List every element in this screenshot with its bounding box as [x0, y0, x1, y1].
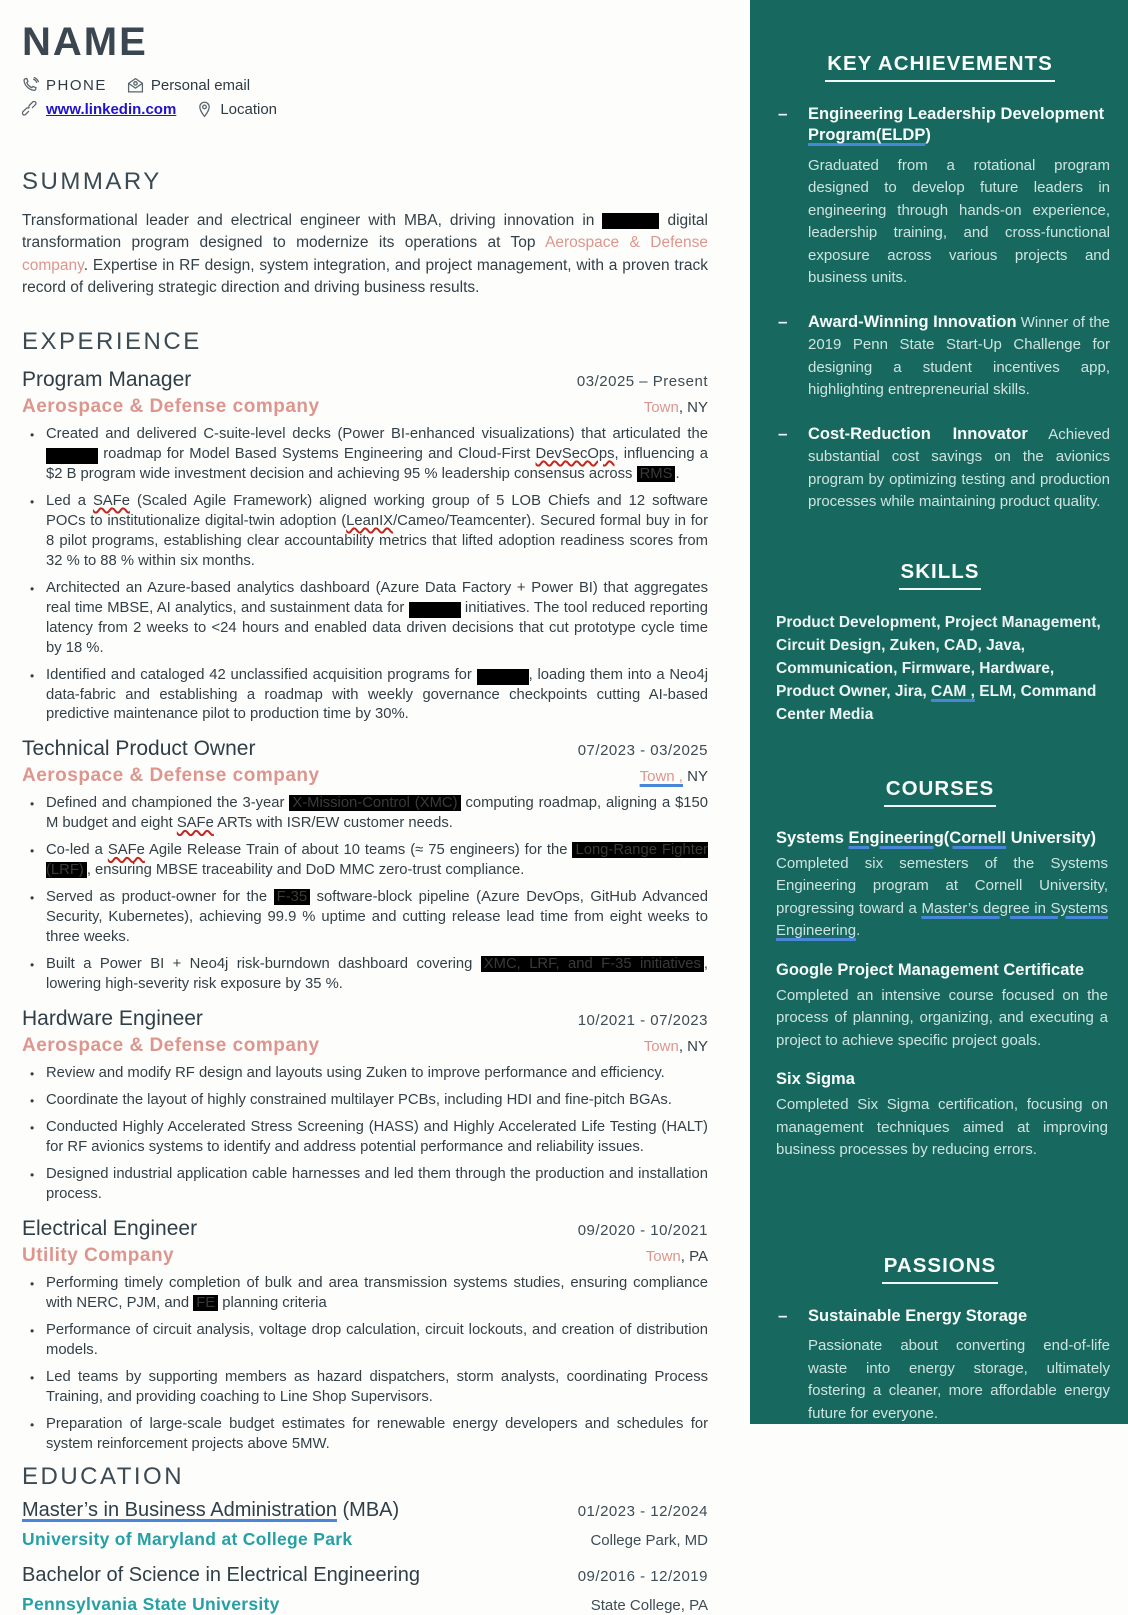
job-bullets: [22, 1064, 708, 1205]
link-icon: [22, 101, 39, 118]
location-contact: [196, 101, 277, 118]
bullet-item: • Performance of circuit analysis, voltage drop calculation, circuit lockouts, and creation of distribution models.: [22, 1321, 708, 1361]
edu-location: State College, PA: [590, 1596, 708, 1614]
bullet-item: • Designed industrial application cable harnesses and led them through the production and installation process.: [22, 1165, 708, 1205]
experience-heading: EXPERIENCE: [22, 327, 202, 355]
job-dates: 10/2021 - 07/2023: [577, 1012, 708, 1030]
bullet-item: • Identified and cataloged 42 unclassified acquisition programs for , loading them into a Neo4j data-fabric and establishing a roadmap with weekly governance checkpoints cutting AI-based predictive maintenance pilot to production time by 30%.: [22, 666, 708, 726]
school-name: University of Maryland at College Park: [22, 1528, 353, 1549]
skills-section: [770, 560, 1110, 727]
courses-heading: COURSES: [770, 777, 1110, 807]
course-body: Completed Six Sigma certification, focusing on management techniques aimed at improving business processes by reducing errors.: [776, 1096, 1108, 1159]
course-title: Six Sigma: [776, 1070, 855, 1089]
achievement-body: Graduated from a rotational program designed to develop future leaders in engineering through hands-on experience, leadership training, and cross-functional exposure across various projects and business units.: [808, 156, 1110, 287]
job-dates: 07/2023 - 03/2025: [577, 742, 708, 760]
achievement-title: Cost-Reduction Innovator: [808, 424, 1028, 443]
email-icon: [127, 77, 144, 94]
skills-heading: SKILLS: [770, 560, 1110, 590]
job-location: Town, NY: [643, 398, 708, 416]
bullet-item: • Served as product-owner for the F-35 software-block pipeline (Azure DevOps, GitHub Advanced Security, Kubernetes), achieving 99.9 % uptime and cutting release lead time from eight weeks to three weeks.: [22, 888, 708, 948]
bullet-item: • Architected an Azure-based analytics dashboard (Azure Data Factory + Power BI) that aggregates real time MBSE, AI analytics, and sustainment data for initiatives. The tool reduced reporting latency from 2 weeks to <24 hours and enabled data driven decisions that cut prototype cycle time by 18 %.: [22, 579, 708, 659]
bullet-item: • Defined and championed the 3-year X-Mission-Control (XMC) computing roadmap, aligning a $150 M budget and eight SAFe ARTs with ISR/EW customer needs.: [22, 794, 708, 834]
name-heading: NAME: [22, 20, 148, 64]
course-title: Systems Engineering(Cornell University): [776, 828, 1097, 847]
achievement-title: – Engineering Leadership Development Program(ELDP): [808, 105, 1105, 145]
job-bullets: [22, 425, 708, 726]
achievement-body: Achieved substantial cost savings on the avionics program by optimizing testing and production processes while maintaining product quality.: [808, 425, 1110, 511]
course-item: [770, 829, 1110, 943]
courses-section: [770, 777, 1110, 1162]
achievement-item: [770, 312, 1110, 402]
email-contact: [127, 77, 250, 94]
job-entry-electrical-engineer: [22, 1217, 708, 1455]
job-title: Electrical Engineer: [22, 1216, 198, 1240]
location-icon: [196, 101, 213, 118]
linkedin-link[interactable]: www.linkedin.com: [46, 101, 177, 118]
job-bullets: [22, 794, 708, 995]
summary-heading: SUMMARY: [22, 168, 162, 195]
company-name: Aerospace & Defense company: [22, 395, 320, 417]
resume-sidebar: [750, 0, 1128, 1424]
job-bullets: [22, 1274, 708, 1455]
job-dates: 09/2020 - 10/2021: [577, 1221, 708, 1239]
achievements-section: [770, 52, 1110, 514]
passion-body: Passionate about converting end-of-life waste into energy storage, ultimately fostering a cleaner, more affordable energy future for everyone.: [808, 1337, 1110, 1422]
job-entry-hardware-engineer: [22, 1007, 708, 1205]
company-name: Utility Company: [22, 1244, 175, 1266]
linkedin-contact[interactable]: [22, 101, 176, 118]
bullet-item: • Led teams by supporting members as hazard dispatchers, storm analysts, coordinating Process Training, and providing coaching to Line Shop Supervisors.: [22, 1368, 708, 1408]
course-body: Completed an intensive course focused on the process of planning, organizing, and executing a project to achieve specific project goals.: [776, 986, 1108, 1049]
passions-heading: PASSIONS: [770, 1254, 1110, 1284]
achievement-item: [770, 104, 1110, 290]
education-heading: EDUCATION: [22, 1462, 185, 1490]
bullet-item: • Coordinate the layout of highly constrained multilayer PCBs, including HDI and fine-pitch BGAs.: [22, 1091, 708, 1111]
school-name: Pennsylvania State University: [22, 1593, 280, 1614]
edu-location: College Park, MD: [590, 1531, 708, 1549]
course-item: [770, 961, 1110, 1053]
course-title: Google Project Management Certificate: [776, 960, 1085, 979]
company-name: Aerospace & Defense company: [22, 765, 320, 787]
achievement-title: Award-Winning Innovation: [808, 312, 1017, 331]
job-location: Town, PA: [645, 1247, 708, 1265]
degree-title: Bachelor of Science in Electrical Engineering: [22, 1563, 420, 1586]
achievement-item: [770, 424, 1110, 514]
company-name: Aerospace & Defense company: [22, 1035, 320, 1057]
bullet-item: • Created and delivered C-suite-level decks (Power BI-enhanced visualizations) that articulated the roadmap for Model Based Systems Engineering and Cloud-First DevSecOps, influencing a $2 B program wide investment decision and achieving 95 % leadership consensus across RMS .: [22, 425, 708, 485]
job-title: Program Manager: [22, 367, 192, 391]
contact-info: [22, 77, 708, 118]
degree-title: Master’s in Business Administration (MBA): [22, 1498, 400, 1521]
job-dates: 03/2025 – Present: [576, 372, 708, 390]
achievement-body: Winner of the 2019 Penn State Start-Up Challenge for designing a student incentives app, highlighting entrepreneurial skills.: [808, 313, 1110, 399]
phone-label: PHONE: [46, 77, 107, 94]
job-location: Town, NY: [643, 1038, 708, 1056]
phone-icon: [22, 77, 39, 94]
bullet-item: • Led a SAFe (Scaled Agile Framework) aligned working group of 5 LOB Chiefs and 12 software POCs to institutionalize digital-twin adoption (LeanIX/Cameo/Teamcenter). Secured formal buy in for 8 pilot programs, establishing clear accountability metrics that lifted adoption readiness scores from 32 % to 88 % within six months.: [22, 492, 708, 572]
bullet-item: • Review and modify RF design and layouts using Zuken to improve performance and efficiency.: [22, 1064, 708, 1084]
education-entry-mba: [22, 1499, 708, 1550]
job-title: Hardware Engineer: [22, 1007, 203, 1031]
location-label: Location: [220, 101, 278, 118]
course-item: [770, 1070, 1110, 1162]
job-title: Technical Product Owner: [22, 737, 256, 761]
bullet-item: • Conducted Highly Accelerated Stress Screening (HASS) and Highly Accelerated Life Testing (HALT) for RF avionics systems to identify and address potential performance and reliability issues.: [22, 1118, 708, 1158]
job-entry-technical-product-owner: [22, 737, 708, 995]
bullet-item: • Co-led a SAFe Agile Release Train of about 10 teams (≈ 75 engineers) for the Long-Range Fighter (LRF) , ensuring MBSE traceability and DoD MMC zero-trust compliance.: [22, 841, 708, 881]
edu-dates: 01/2023 - 12/2024: [577, 1502, 708, 1520]
job-entry-program-manager: [22, 368, 708, 726]
job-location: Town , NY: [639, 768, 708, 786]
phone-contact: [22, 77, 107, 94]
skills-text: Product Development, Project Management, Circuit Design, Zuken, CAD, Java, Communication, Firmware, Hardware, Product Owner, Jira, CAM , ELM, Command Center Media: [776, 613, 1101, 723]
education-entry-bs: [22, 1564, 708, 1615]
summary-text: Transformational leader and electrical engineer with MBA, driving innovation in digital transformation program designed to modernize its operations at Top Aerospace & Defense company. Expertise in RF design, system integration, and project management, with a proven track record of delivering strategic direction and driving business results.: [22, 212, 708, 297]
passion-item: [770, 1306, 1110, 1425]
course-body: Completed six semesters of the Systems Engineering program at Cornell University, progressing toward a Master’s degree in Systems Engineering.: [776, 854, 1109, 940]
passions-section: [770, 1254, 1110, 1425]
email-label: Personal email: [150, 77, 251, 94]
edu-dates: 09/2016 - 12/2019: [577, 1567, 708, 1585]
achievements-heading: KEY ACHIEVEMENTS: [770, 52, 1110, 82]
bullet-item: • Built a Power BI + Neo4j risk-burndown dashboard covering XMC, LRF, and F-35 initiatives , lowering high-severity risk exposure by 35 %.: [22, 955, 708, 995]
passion-title: – Sustainable Energy Storage: [808, 1306, 1028, 1325]
bullet-item: • Preparation of large-scale budget estimates for renewable energy developers and schedules for system reinforcement projects above 5MW.: [22, 1415, 708, 1455]
bullet-item: • Performing timely completion of bulk and area transmission systems studies, ensuring compliance with NERC, PJM, and FE planning criteria: [22, 1274, 708, 1314]
